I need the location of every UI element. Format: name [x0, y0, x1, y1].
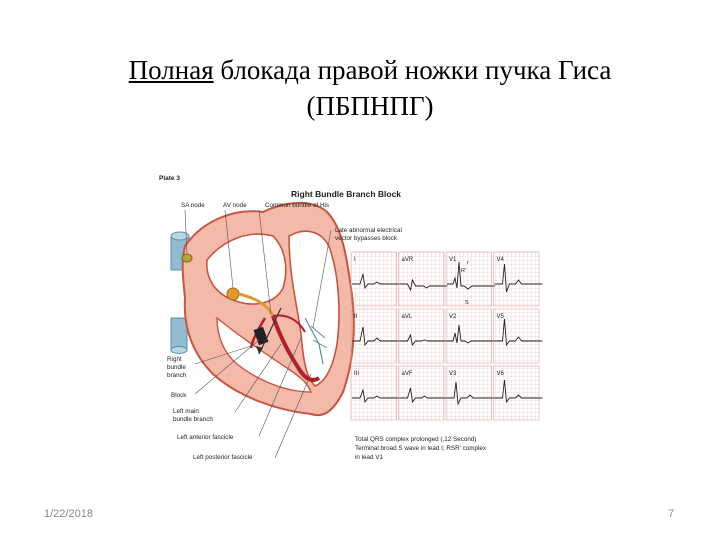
ecg-lead-label: V5 — [496, 314, 504, 320]
ecg-lead-iii — [351, 366, 400, 420]
label-left-main-2: bundle branch — [173, 416, 213, 423]
title-emphasis: Полная — [128, 55, 214, 85]
ecg-lead-i — [351, 252, 400, 306]
ecg-lead-label: I — [354, 257, 356, 263]
caption-line-2: Terminal broad S wave in lead I; RSR' complex — [355, 445, 487, 452]
ecg-lead-avl — [399, 309, 448, 363]
v1-R-label: R' — [461, 268, 467, 274]
ecg-lead-label: aVR — [401, 257, 414, 263]
v1-S-label: S — [465, 300, 469, 306]
ecg-lead-label: III — [354, 371, 360, 377]
av-node — [227, 288, 239, 300]
rbbb-figure — [155, 168, 545, 474]
ecg-lead-v2 — [446, 309, 495, 363]
ecg-lead-v1 — [446, 252, 495, 306]
ecg-lead-label: V1 — [449, 257, 457, 263]
ecg-lead-label: V2 — [449, 314, 457, 320]
ecg-lead-label: V3 — [449, 371, 457, 377]
ecg-lead-label: V4 — [496, 257, 504, 263]
slide-page-number: 7 — [668, 508, 675, 520]
figure-heading: Right Bundle Branch Block — [291, 189, 402, 199]
label-right-bundle-3: branch — [167, 372, 187, 379]
ecg-lead-label: aVL — [401, 314, 413, 320]
ecg-panel — [351, 252, 543, 420]
ecg-lead-avf — [399, 366, 448, 420]
label-sa-node: SA node — [181, 202, 205, 209]
label-av-node: AV node — [223, 202, 247, 209]
label-right-bundle-2: bundle — [167, 364, 186, 371]
caption-line-1: Total QRS complex prolonged (.12 Second) — [355, 436, 477, 443]
label-common-bundle: Common bundle of His — [265, 202, 330, 209]
label-block: Block — [171, 392, 187, 399]
ecg-lead-label: V6 — [496, 371, 504, 377]
ecg-lead-ii — [351, 309, 400, 363]
label-late-vector-2: vector bypasses block — [335, 235, 397, 242]
ecg-lead-v4 — [494, 252, 543, 306]
ecg-lead-label: II — [354, 314, 358, 320]
ecg-lead-v5 — [494, 309, 543, 363]
label-left-posterior: Left posterior fascicle — [193, 454, 253, 461]
caption-line-3: in lead V1 — [355, 454, 384, 461]
label-late-vector-1: Late abnormal electrical — [335, 227, 402, 234]
ecg-lead-v3 — [446, 366, 495, 420]
slide-date: 1/22/2018 — [44, 508, 93, 520]
label-left-main-1: Left main — [173, 408, 199, 415]
v1-r-label: r — [467, 260, 469, 266]
ecg-lead-avr — [399, 252, 448, 306]
title-abbreviation: (ПБПНПГ) — [306, 91, 434, 121]
plate-label: Plate 3 — [159, 175, 180, 182]
label-left-anterior: Left anterior fascicle — [177, 434, 234, 441]
rbbb-illustration — [155, 168, 545, 474]
sa-node — [182, 254, 192, 262]
ecg-lead-v6 — [494, 366, 543, 420]
label-right-bundle-1: Right — [167, 356, 182, 363]
title-main: блокада правой ножки пучка Гиса — [213, 55, 612, 85]
ecg-lead-label: aVF — [401, 371, 413, 377]
slide-title — [40, 52, 700, 124]
